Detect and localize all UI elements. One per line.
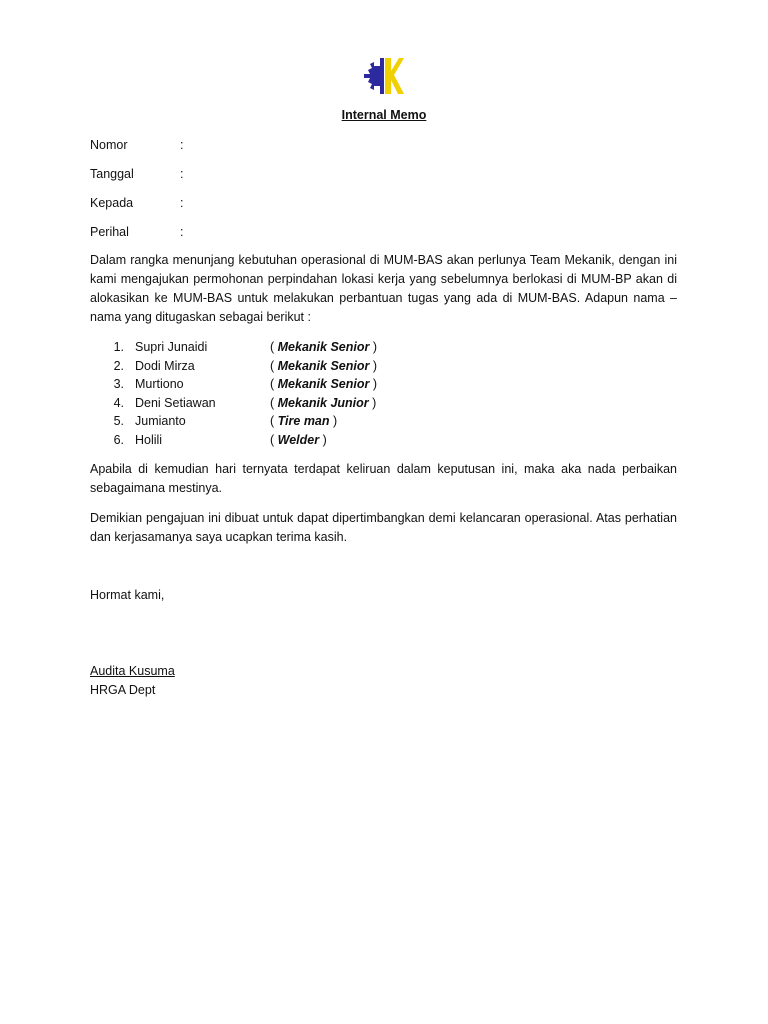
- staff-name: Murtiono: [135, 377, 184, 392]
- list-item: [90, 431, 590, 450]
- item-number: 2.: [113, 358, 124, 373]
- closing-salutation: Hormat kami,: [90, 588, 165, 602]
- field-colon: :: [180, 225, 184, 239]
- paragraph-closing: Demikian pengajuan ini dibuat untuk dapat dipertimbangkan demi kelancaran operasional. Atas perhatian dan kerjasamanya saya ucapkan terima kasih.: [90, 511, 677, 544]
- item-number: 1.: [113, 340, 124, 354]
- logo-k-shape: [385, 58, 404, 94]
- field-label: Kepada: [90, 196, 134, 210]
- item-number: 5.: [113, 414, 124, 429]
- list-item: [90, 357, 590, 376]
- staff-role: ( Mekanik Senior ): [270, 340, 377, 354]
- staff-role: ( Welder ): [270, 432, 327, 447]
- signer-name: Audita Kusuma: [90, 664, 175, 678]
- list-item: [90, 412, 590, 431]
- signer-department: HRGA Dept: [90, 683, 156, 697]
- company-logo: [360, 54, 404, 98]
- memo-title: Internal Memo: [341, 108, 427, 122]
- role-text: Mekanik Senior: [277, 358, 370, 373]
- field-label: Perihal: [90, 225, 129, 239]
- role-text: Welder: [277, 432, 320, 447]
- staff-name: Holili: [135, 432, 163, 447]
- intro-paragraph: Dalam rangka menunjang kebutuhan operasional di MUM-BAS akan perlunya Team Mekanik, dengan ini kami mengajukan permohonan perpindahan lokasi kerja yang sebelumnya berlokasi di MUM-BP akan di alokasikan ke MUM-BAS untuk melakukan perbantuan tugas yang ada di MUM-BAS. Adapun nama – nama yang ditugaskan sebagai berikut :: [90, 253, 677, 324]
- role-text: Mekanik Senior: [277, 377, 370, 392]
- staff-name: Supri Junaidi: [135, 340, 208, 354]
- list-item: [90, 394, 590, 413]
- staff-name: Dodi Mirza: [135, 358, 195, 373]
- field-colon: :: [180, 167, 184, 181]
- staff-name: Deni Setiawan: [135, 395, 216, 410]
- list-item: [90, 338, 590, 357]
- item-number: 4.: [113, 395, 124, 410]
- field-colon: :: [180, 138, 184, 152]
- field-label: Tanggal: [90, 167, 134, 181]
- item-number: 3.: [113, 377, 124, 392]
- staff-role: ( Mekanik Junior ): [270, 395, 377, 410]
- role-text: Mekanik Senior: [277, 340, 370, 354]
- staff-role: ( Mekanik Senior ): [270, 377, 377, 392]
- paragraph-correction: Apabila di kemudian hari ternyata terdapat keliruan dalam keputusan ini, maka aka nada perbaikan sebagaimana mestinya.: [90, 462, 677, 495]
- staff-role: ( Mekanik Senior ): [270, 358, 377, 373]
- staff-role: ( Tire man ): [270, 414, 338, 429]
- field-colon: :: [180, 196, 184, 210]
- role-text: Tire man: [277, 414, 330, 429]
- staff-name: Jumianto: [135, 414, 186, 429]
- logo-gear-shape: [364, 58, 384, 94]
- signature-block: [90, 662, 175, 700]
- field-label: Nomor: [90, 138, 128, 152]
- role-text: Mekanik Junior: [277, 395, 369, 410]
- list-item: [90, 375, 590, 394]
- item-number: 6.: [113, 432, 124, 447]
- staff-list: [90, 338, 590, 450]
